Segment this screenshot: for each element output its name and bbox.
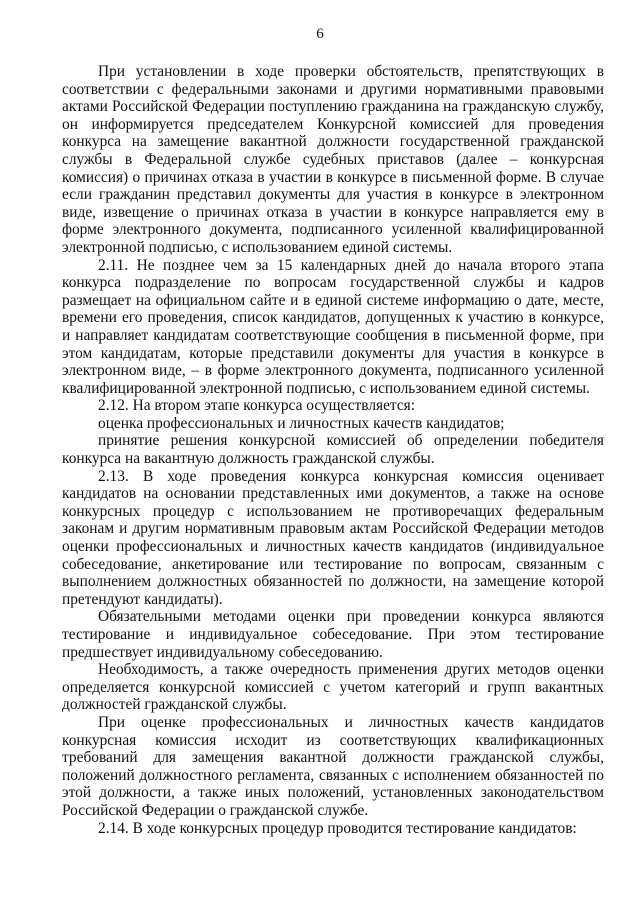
document-body [62, 63, 604, 837]
paragraph-2-12-item-decision: принятие решения конкурсной комиссией об определении победителя конкурса на вакантную должность гражданской службы. [62, 432, 604, 468]
paragraph-2-12-item-assessment: оценка профессиональных и личностных качеств кандидатов; [98, 414, 505, 432]
paragraph-2-13: 2.13. В ходе проведения конкурса конкурсная комиссия оценивает кандидатов на основании представленных ими документов, а также на основе конкурсных процедур с использованием не противоречащих федеральным законам и другим нормативным правовым актам Российской Федерации методов оценки профессиональных и личностных качеств кандидатов (индивидуальное собеседование, анкетирование или тестирование по вопросам, связанным с выполнением должностных обязанностей по должности, на замещение которой претендуют кандидаты). [62, 467, 604, 608]
paragraph-mandatory-methods: Обязательными методами оценки при проведении конкурса являются тестирование и индивидуальное собеседование. При этом тестирование предшествует индивидуальному собеседованию. [62, 608, 604, 661]
paragraph-other-methods: Необходимость, а также очередность применения других методов оценки определяется конкурсной комиссией с учетом категорий и групп вакантных должностей гражданской службы. [62, 661, 604, 714]
paragraph-qualification-requirements: При оценке профессиональных и личностных качеств кандидатов конкурсная комиссия исходит из соответствующих квалификационных требований для замещения вакантной должности гражданской службы, положений должностного регламента, связанных с исполнением обязанностей по этой должности, а также иных положений, установленных законодательством Российской Федерации о гражданской службе. [62, 713, 604, 819]
paragraph-2-11: 2.11. Не позднее чем за 15 календарных дней до начала второго этапа конкурса подразделение по вопросам государственной службы и кадров размещает на официальном сайте и в единой системе информацию о дате, месте, времени его проведения, список кандидатов, допущенных к участию в конкурсе, и направляет кандидатам соответствующие сообщения в письменной форме, при этом кандидатам, которые представили документы для участия в конкурсе в электронном виде, – в форме электронного документа, подписанного усиленной квалифицированной электронной подписью, с использованием единой системы. [62, 256, 604, 397]
paragraph-2-12: 2.12. На втором этапе конкурса осуществляется: [98, 397, 416, 415]
paragraph-2-14: 2.14. В ходе конкурсных процедур проводится тестирование кандидатов: [98, 819, 577, 837]
page-number: 6 [316, 26, 324, 42]
paragraph-refusal-notification: При установлении в ходе проверки обстоятельств, препятствующих в соответствии с федеральными законами и другими нормативными правовыми актами Российской Федерации поступлению гражданина на гражданскую службу, он информируется председателем Конкурсной комиссией для проведения конкурса на замещение вакантной должности государственной гражданской службы в Федеральной службе судебных приставов (далее – конкурсная комиссия) о причинах отказа в участии в конкурсе в письменной форме. В случае если гражданин представил документы для участия в конкурсе в электронном виде, извещение о причинах отказа в участии в конкурсе направляется ему в форме электронного документа, подписанного усиленной квалифицированной электронной подписью, с использованием единой системы. [62, 63, 604, 256]
